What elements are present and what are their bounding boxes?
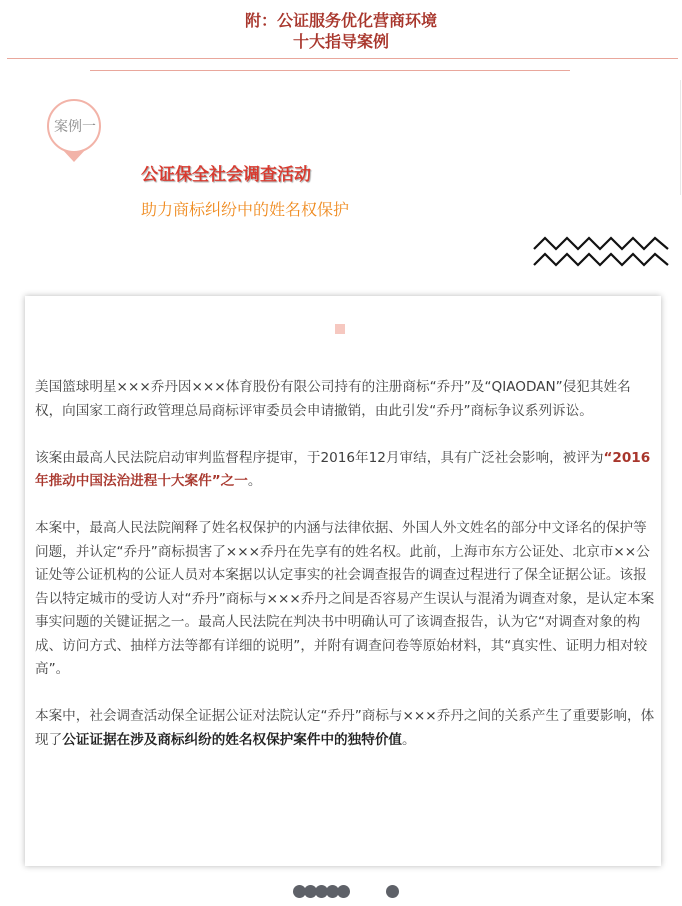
article-paragraph-1 <box>35 376 655 423</box>
header-divider-long <box>7 58 678 59</box>
side-divider <box>680 80 681 195</box>
article-card <box>25 296 661 866</box>
article-paragraph-2 <box>35 447 655 494</box>
paragraph-4-text: 本案中，社会调查活动保全证据公证对法院认定“乔丹”商标与×××乔丹之间的关系产生了重要影响，体现了 <box>35 708 655 748</box>
zigzag-decoration-icon <box>533 234 669 270</box>
article-paragraph-4 <box>35 705 655 752</box>
paragraph-2-end: 。 <box>247 473 262 489</box>
paragraph-1-text: 美国篮球明星×××乔丹因×××体育股份有限公司持有的注册商标“乔丹”及“QIAODAN”侵犯其姓名权，向国家工商行政管理总局商标评审委员会申请撤销，由此引发“乔丹”商标争议系列诉讼。 <box>35 379 631 419</box>
decorative-square <box>335 324 345 334</box>
case-title: 公证保全社会调查活动 <box>141 165 311 185</box>
paragraph-4-end: 。 <box>402 731 416 748</box>
pager-dot <box>337 885 350 898</box>
article-body <box>35 376 655 776</box>
header-divider-short <box>90 70 570 71</box>
paragraph-2-text: 该案由最高人民法院启动审判监督程序提审，于2016年12月审结，具有广泛社会影响，被评为 <box>35 449 604 466</box>
case-subtitle: 助力商标纠纷中的姓名权保护 <box>141 200 350 219</box>
case-badge-label: 案例一 <box>54 119 96 135</box>
paragraph-3-text: 本案中，最高人民法院阐释了姓名权保护的内涵与法律依据、外国人外文姓名的部分中文译名的保护等问题，并认定“乔丹”商标损害了×××乔丹在先享有的姓名权。此前，上海市东方公证处、北京市××公证处等公证机构的公证人员对本案据以认定事实的社会调查报告的调查过程进行了保全证据公证。该报告以特定城市的受访人对“乔丹”商标与×××乔丹之间是否容易产生误认与混淆为调查对象，是认定本案事实问题的关键证据之一。最高人民法院在判决书中明确认可了该调查报告，认为它“对调查对象的构成、访问方式、抽样方法等都有详细的说明”，并附有调查问卷等原始材料，其“真实性、证明力相对较高”。 <box>35 520 655 677</box>
case-badge <box>46 98 106 164</box>
paragraph-4-highlight: 公证证据在涉及商标纠纷的姓名权保护案件中的独特价值 <box>62 731 403 748</box>
pager-dot <box>386 885 399 898</box>
article-paragraph-3 <box>35 517 655 682</box>
header-title-line2: 十大指导案例 <box>292 32 389 51</box>
header-title-line1: 附：公证服务优化营商环境 <box>244 11 437 30</box>
paragraph-2-highlight: “2016年推动中国法治进程十大案件”之一 <box>35 449 651 489</box>
